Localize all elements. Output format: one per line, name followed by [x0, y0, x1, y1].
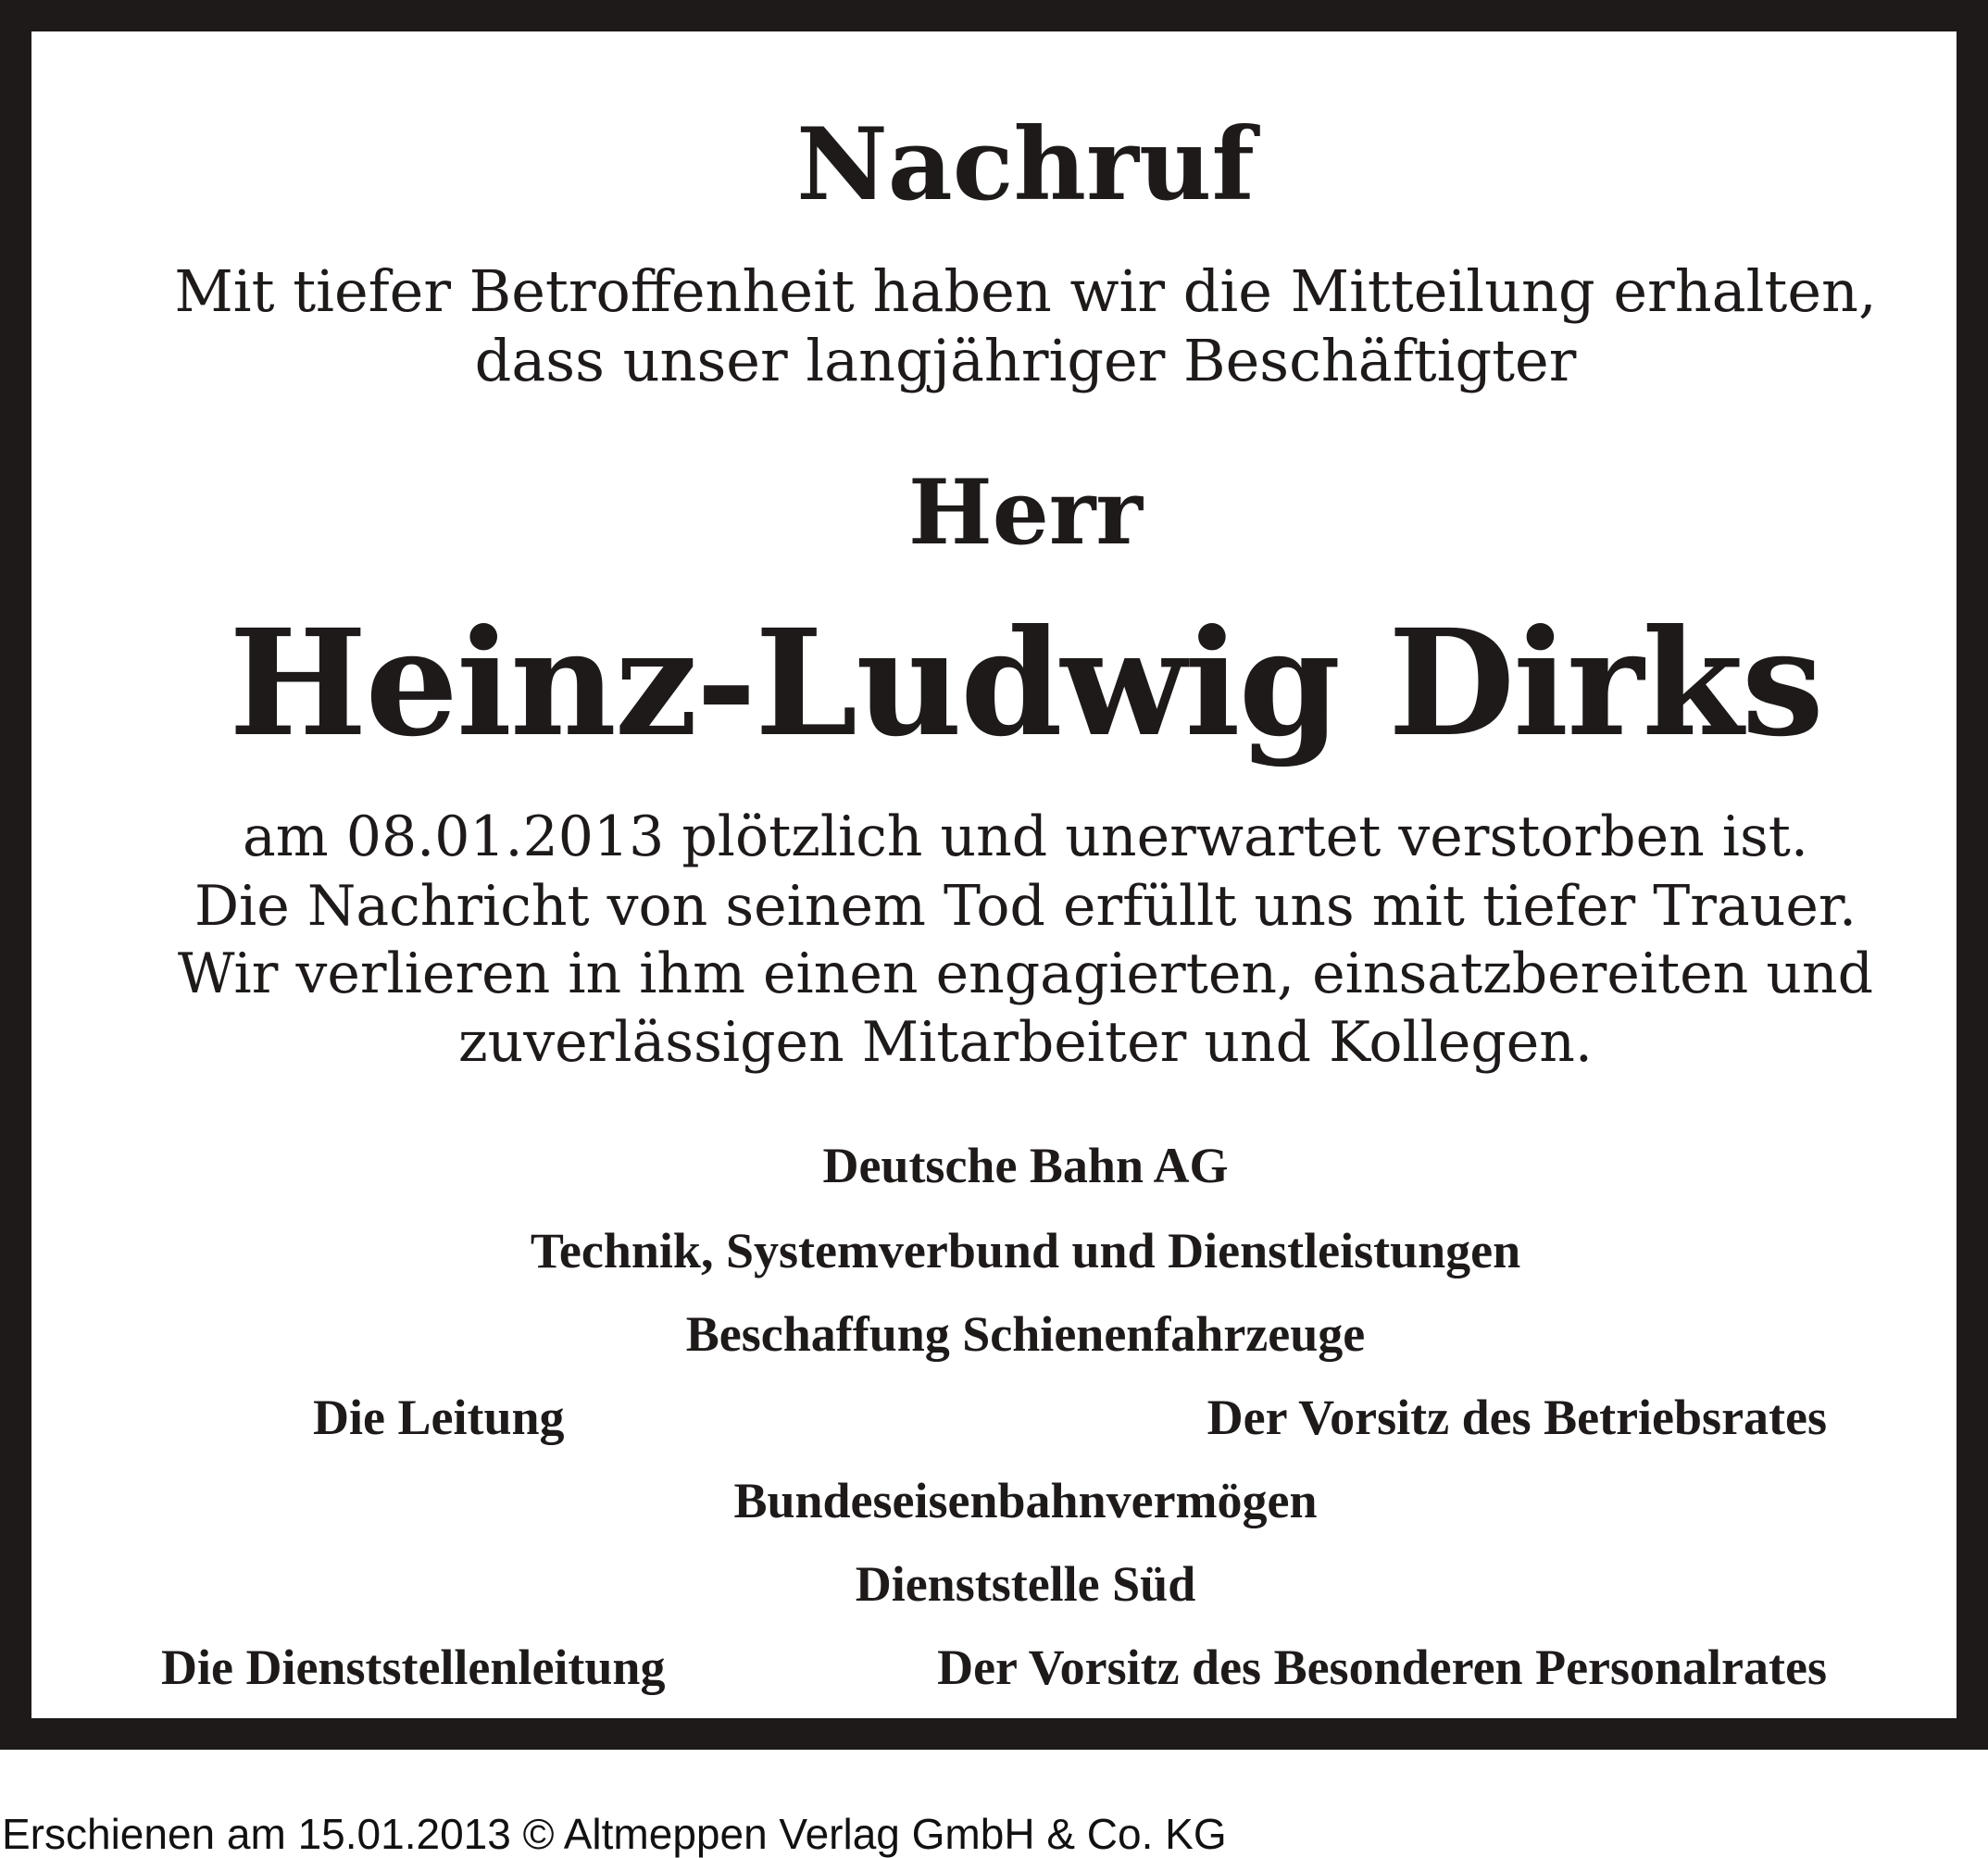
deceased-name: Heinz-Ludwig Dirks — [229, 598, 1822, 769]
body-line-4: zuverlässigen Mitarbeiter und Kollegen. — [458, 1010, 1593, 1075]
publication-footer: Erschienen am 15.01.2013 © Altmeppen Verlag GmbH & Co. KG — [2, 1810, 1227, 1858]
body-line-1: am 08.01.2013 plötzlich und unerwartet verstorben ist. — [243, 804, 1808, 869]
signature-division: Technik, Systemverbund und Dienstleistungen — [530, 1223, 1521, 1278]
signature-management: Die Leitung — [313, 1390, 565, 1445]
body-line-2: Die Nachricht von seinem Tod erfüllt uns mit tiefer Trauer. — [194, 874, 1857, 939]
body-line-3: Wir verlieren in ihm einen engagierten, einsatzbereiten und — [177, 941, 1874, 1006]
signature-office: Dienststelle Süd — [855, 1556, 1196, 1612]
signature-company: Deutsche Bahn AG — [822, 1138, 1229, 1193]
intro-line-2: dass unser langjähriger Beschäftigter — [474, 327, 1577, 394]
signature-department: Beschaffung Schienenfahrzeuge — [685, 1306, 1366, 1362]
signature-works-council: Der Vorsitz des Betriebsrates — [1207, 1390, 1827, 1445]
salutation: Herr — [908, 460, 1143, 565]
notice-heading: Nachruf — [796, 106, 1255, 223]
signature-office-management: Die Dienststellenleitung — [161, 1640, 666, 1695]
intro-line-1: Mit tiefer Betroffenheit haben wir die Mitteilung erhalten, — [174, 257, 1877, 325]
signature-authority: Bundeseisenbahnvermögen — [733, 1473, 1318, 1528]
signature-staff-council: Der Vorsitz des Besonderen Personalrates — [937, 1640, 1827, 1695]
